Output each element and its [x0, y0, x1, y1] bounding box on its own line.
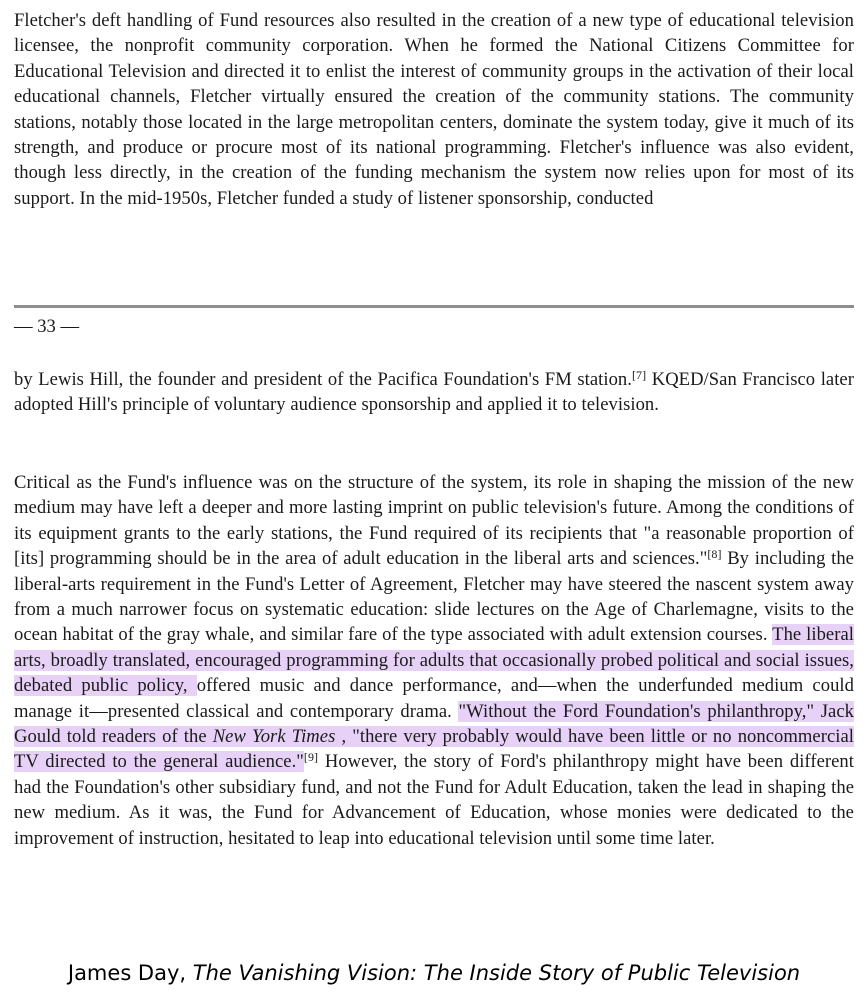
text-span: offered music and dance performance, and—when the underfunded medium could manage it—presented classical and contemporary drama.	[14, 675, 854, 722]
publication-title: New York Times	[212, 726, 336, 748]
text-span: However, the story of Ford's philanthropy might have been different had the Foundation's other subsidiary fund, and not the Fund for Adult Education, taken the lead in shaping the new medium. As it was, the Fund for Advancement of Education, whose monies were dedicated to the improvement of instruction, hesitated to leap into educational television until some time later.	[14, 751, 854, 849]
caption-author: James Day,	[67, 961, 193, 985]
paragraph-fletcher-funding: Fletcher's deft handling of Fund resources also resulted in the creation of a new type of educational television licensee, the nonprofit community corporation. When he formed the National Citizens Committee for Educational Television and directed it to enlist the interest of community groups in the activation of their local educational channels, Fletcher virtually ensured the creation of the community stations. The community stations, notably those located in the large metropolitan centers, dominate the system today, give it much of its strength, and produce or procure most of its national programming. Fletcher's influence was also evident, though less directly, in the creation of the funding mechanism the system now relies upon for most of its support. In the mid-1950s, Fletcher funded a study of listener sponsorship, conducted	[14, 10, 854, 209]
highlight-liberal-arts[interactable]: The liberal arts, broadly translated, encouraged programming for adults that occasionally probed political and social issues, debated public policy,	[14, 624, 854, 697]
footnote-ref-9[interactable]: [9]	[303, 750, 319, 765]
page-break-rule	[14, 305, 854, 308]
text-span: By including the liberal-arts requirement in the Fund's Letter of Agreement, Fletcher may have steered the nascent system away from a much narrower focus on systematic education: slide lectures on the Age of Charlemagne, visits to the ocean habitat of the gray whale, and similar fare of the type associated with adult extension courses.	[14, 548, 854, 646]
book-citation-caption	[0, 959, 868, 987]
footnote-ref-7[interactable]: [7]	[631, 368, 647, 382]
paragraph-fund-influence	[14, 470, 854, 851]
text-span: , "there very probably would have been little or no noncommercial TV directed to the general audience."	[14, 726, 854, 773]
text-span: "Without the Ford Foundation's philanthropy," Jack Gould told readers of the	[14, 700, 854, 748]
text-span: Critical as the Fund's influence was on the structure of the system, its role in shaping the mission of the new medium may have left a deeper and more lasting imprint on public television's future. Among the conditions of its equipment grants to the early stations, the Fund required of its recipients that "a reasonable proportion of [its] programming should be in the area of adult education in the liberal arts and sciences."	[14, 472, 854, 570]
page-number: — 33 —	[14, 316, 80, 337]
text-span: by Lewis Hill, the founder and president of the Pacifica Foundation's FM station.	[14, 369, 632, 390]
text-span: KQED/San Francisco later adopted Hill's principle of voluntary audience sponsorship and applied it to television.	[14, 369, 854, 416]
footnote-ref-8[interactable]: [8]	[707, 547, 722, 562]
caption-book-title: The Vanishing Vision: The Inside Story of Public Television	[192, 961, 801, 985]
paragraph-lewis-hill	[14, 367, 854, 418]
